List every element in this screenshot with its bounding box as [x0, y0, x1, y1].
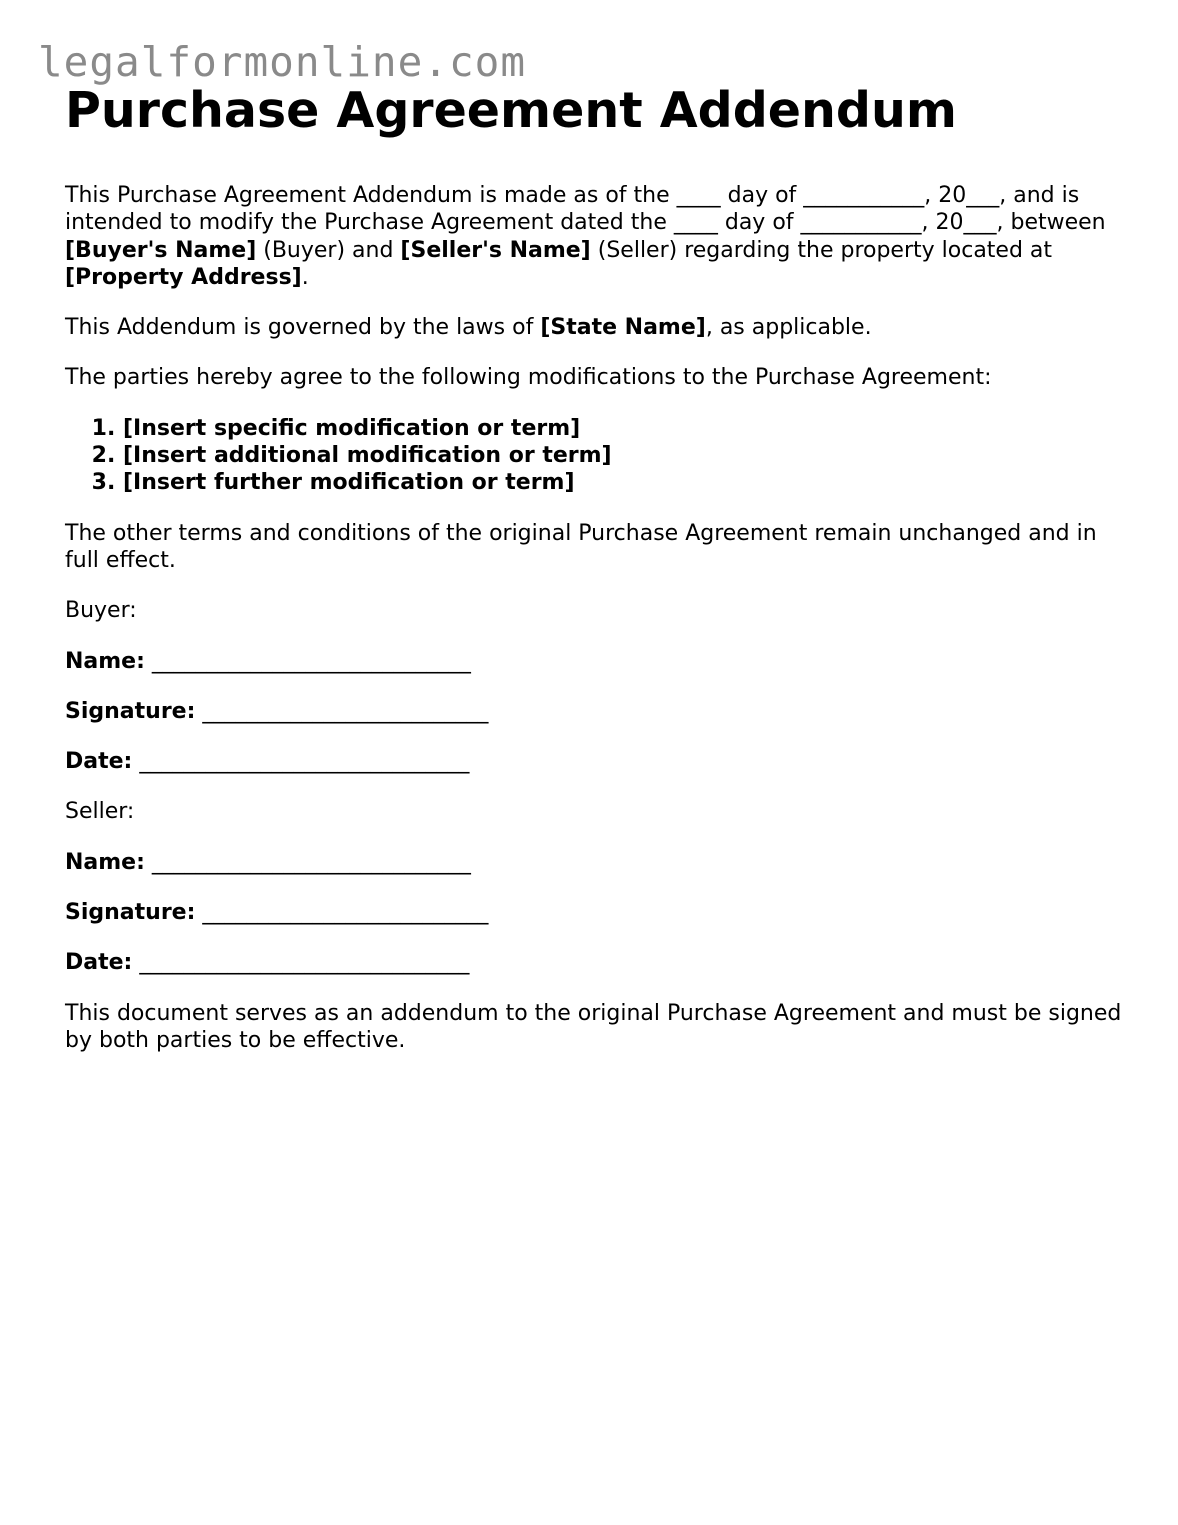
buyer-date-field — [65, 748, 1125, 775]
modifications-list — [65, 415, 1125, 497]
modifications-intro: The parties hereby agree to the following modifications to the Purchase Agreement: — [65, 365, 992, 391]
seller-signature-blank: __________________________ — [202, 900, 489, 926]
seller-signature-field — [65, 899, 1125, 926]
buyer-name-field — [65, 648, 1125, 675]
seller-name-field — [65, 849, 1125, 876]
document-body — [65, 80, 1125, 1054]
buyer-signature-blank: __________________________ — [202, 698, 489, 724]
seller-date-field — [65, 949, 1125, 976]
seller-signature-label: Signature: — [65, 900, 196, 926]
modification-item: 2. [Insert additional modification or term] — [123, 442, 1125, 469]
buyer-name-blank: _____________________________ — [151, 648, 471, 674]
other-terms-paragraph: The other terms and conditions of the original Purchase Agreement remain unchanged and in full effect. — [65, 520, 1097, 573]
seller-name-placeholder: [Seller's Name] — [400, 237, 591, 263]
governing-law-paragraph — [65, 314, 1125, 341]
state-name-placeholder: [State Name] — [540, 315, 706, 341]
buyer-name-placeholder: [Buyer's Name] — [65, 237, 257, 263]
buyer-signature-field — [65, 698, 1125, 725]
seller-date-label: Date: — [65, 950, 133, 976]
buyer-date-label: Date: — [65, 749, 133, 775]
buyer-heading: Buyer: — [65, 598, 137, 624]
property-address-placeholder: [Property Address] — [65, 264, 302, 290]
seller-name-blank: _____________________________ — [151, 849, 471, 875]
document-title: Purchase Agreement Addendum — [65, 82, 957, 139]
governing-suffix: , as applicable. — [705, 315, 872, 341]
buyer-name-label: Name: — [65, 648, 145, 674]
intro-text-4: . — [301, 264, 309, 290]
intro-paragraph — [65, 182, 1125, 291]
seller-name-label: Name: — [65, 849, 145, 875]
modification-item: 1. [Insert specific modification or term] — [123, 415, 1125, 442]
modification-item: 3. [Insert further modification or term] — [123, 469, 1125, 496]
seller-heading: Seller: — [65, 799, 135, 825]
intro-text-2: (Buyer) and — [256, 237, 401, 263]
buyer-signature-label: Signature: — [65, 698, 196, 724]
intro-text-3: (Seller) regarding the property located at — [590, 237, 1053, 263]
governing-prefix: This Addendum is governed by the laws of — [65, 315, 541, 341]
intro-text-1: This Purchase Agreement Addendum is made as of the ____ day of ___________, 20___, and is intended to modify the Purchase Agreement dated the ____ day of ___________, 20___, between — [65, 183, 1106, 236]
buyer-date-blank: ______________________________ — [139, 749, 470, 775]
watermark-logo: legalformonline.com — [38, 38, 526, 86]
seller-date-blank: ______________________________ — [139, 950, 470, 976]
closing-paragraph: This document serves as an addendum to the original Purchase Agreement and must be signed by both parties to be effective. — [65, 1000, 1122, 1053]
